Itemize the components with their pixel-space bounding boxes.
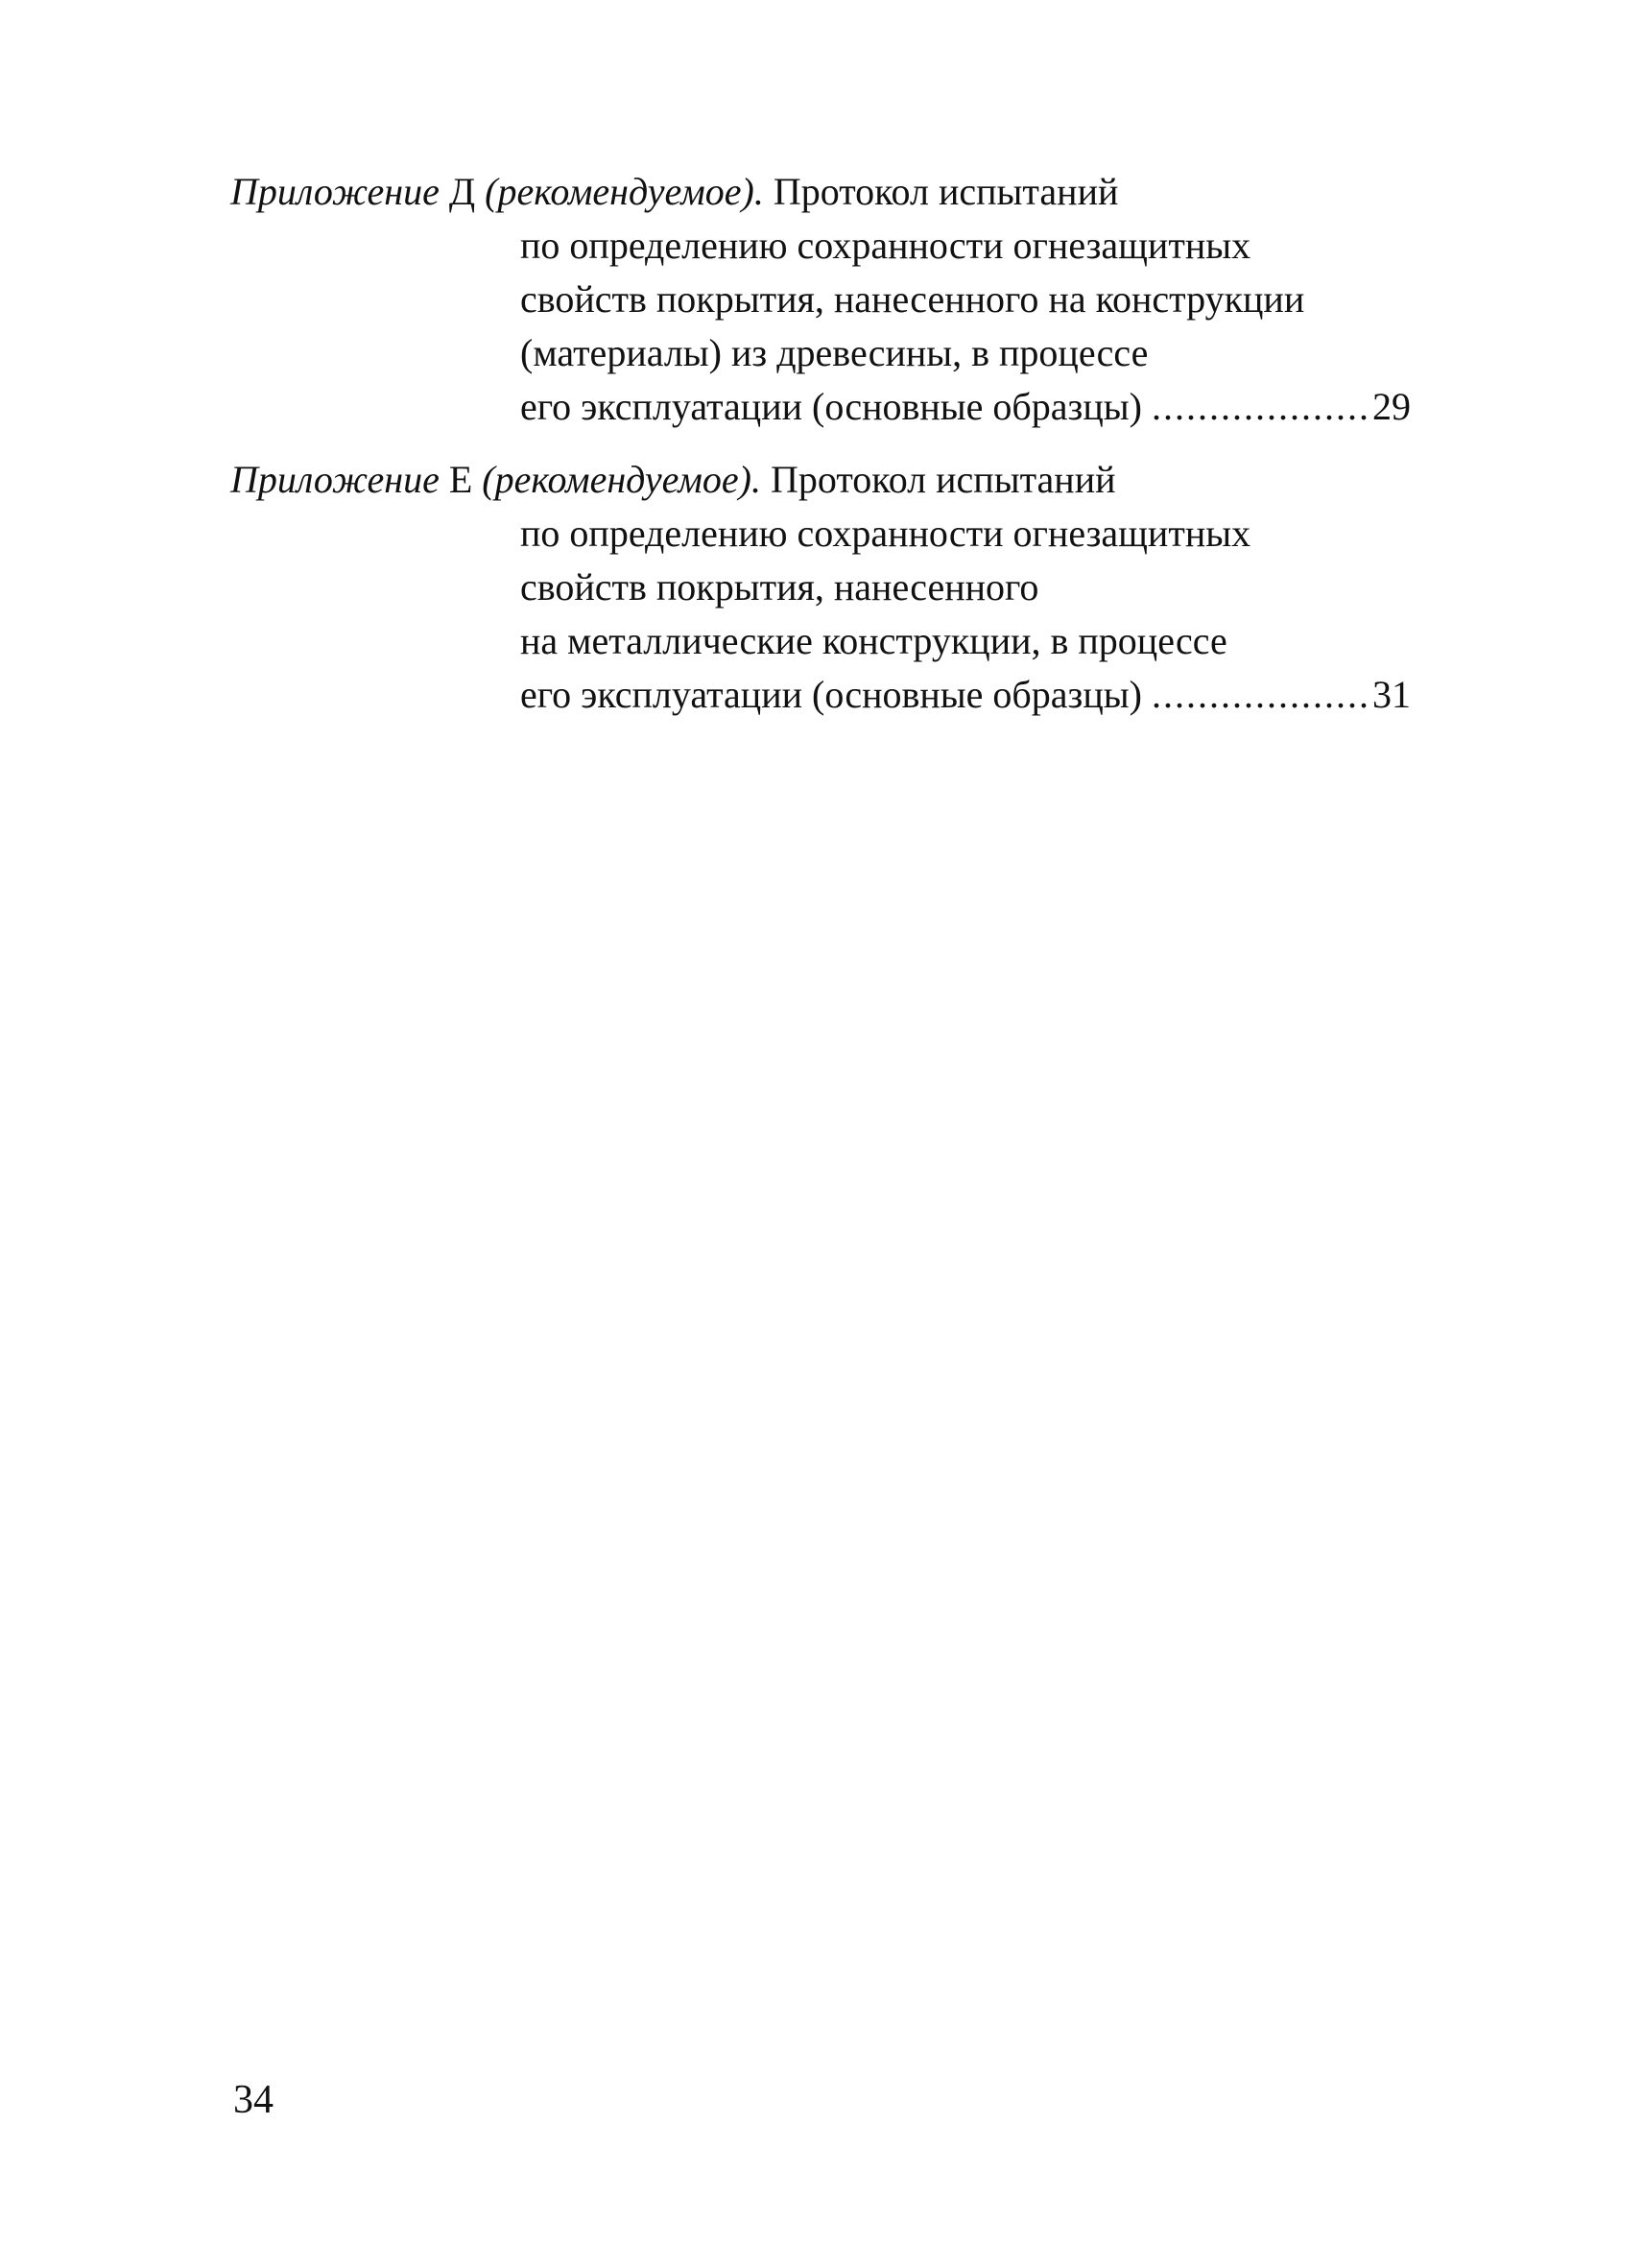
appendix-title-start: Протокол испытаний (773, 170, 1119, 213)
appendix-word: Приложение (230, 458, 440, 501)
appendix-qualifier: (рекомендуемое). (485, 170, 764, 213)
toc-page-ref: 31 (1372, 673, 1411, 716)
toc-entry-line: по определению сохранности огнезащитных (520, 224, 1251, 267)
toc-page-ref: 29 (1372, 385, 1411, 428)
appendix-qualifier: (рекомендуемое). (482, 458, 761, 501)
toc-entry-last-line (520, 668, 1411, 722)
toc-entry-line: его эксплуатации (основные образцы) (520, 385, 1142, 428)
page-number: 34 (233, 2078, 274, 2122)
toc-entry-line: по определению сохранности огнезащитных (520, 512, 1251, 555)
appendix-letter: Д (448, 170, 476, 213)
toc-entry-line: свойств покрытия, нанесенного (520, 565, 1039, 609)
appendix-title-start: Протокол испытаний (770, 458, 1116, 501)
toc-entry-heading (230, 165, 1411, 219)
toc-entry-line: его эксплуатации (основные образцы) (520, 673, 1142, 716)
toc-entry-appendix-d (230, 165, 1411, 434)
toc-entry-line: свойств покрытия, нанесенного на конструкции (520, 277, 1305, 321)
toc-entry-line: на металлические конструкции, в процессе (520, 619, 1227, 662)
dot-leader (1152, 380, 1367, 434)
appendix-letter: Е (448, 458, 473, 501)
appendix-word: Приложение (230, 170, 440, 213)
toc-entry-line: (материалы) из древесины, в процессе (520, 331, 1149, 374)
dot-leader (1152, 668, 1367, 722)
toc-entry-heading (230, 453, 1411, 507)
toc-entry-last-line (520, 380, 1411, 434)
table-of-contents (230, 165, 1411, 741)
toc-entry-appendix-e (230, 453, 1411, 722)
